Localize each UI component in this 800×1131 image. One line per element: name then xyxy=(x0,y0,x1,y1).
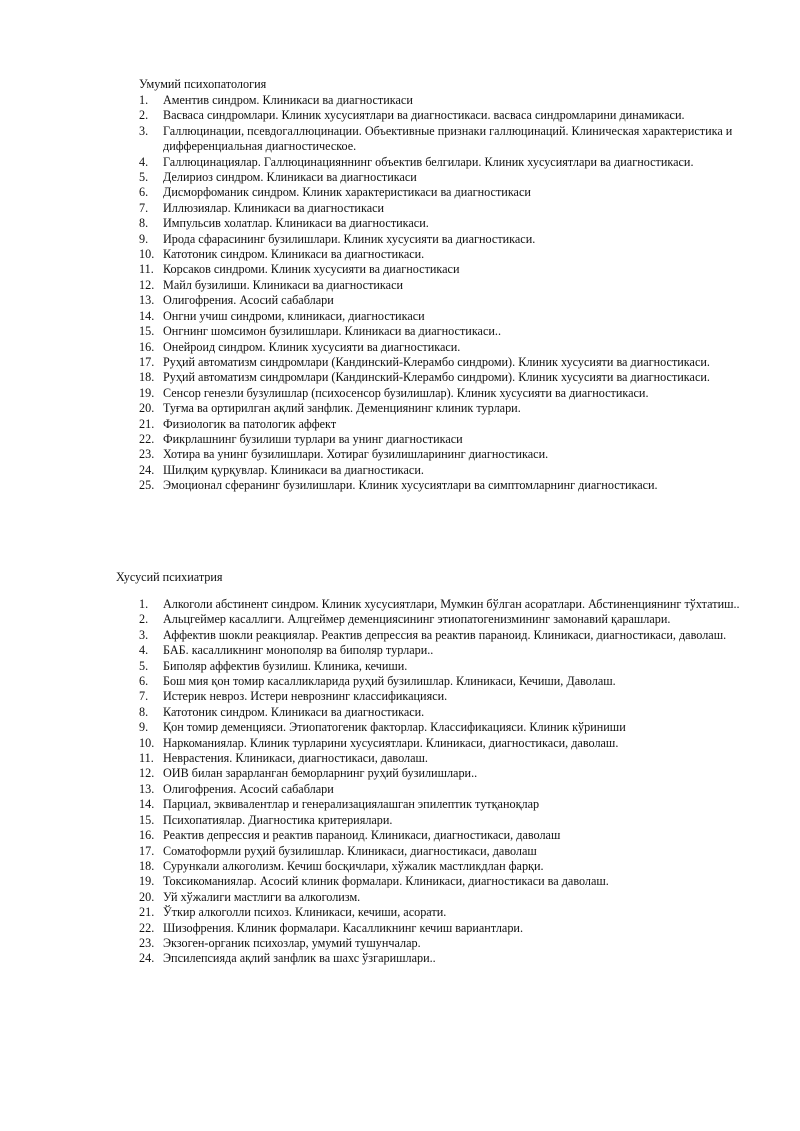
topic-list-general-psychopathology xyxy=(0,93,745,494)
list-item-number: 25. xyxy=(139,478,155,493)
list-item xyxy=(0,216,745,231)
list-item-text: Онгни учиш синдроми, клиникаси, диагностикаси xyxy=(163,308,425,323)
list-item-number: 14. xyxy=(139,797,155,812)
list-item-number: 1. xyxy=(139,597,149,611)
list-item-text: Психопатиялар. Диагностика критериялари. xyxy=(163,812,393,827)
list-item-number: 18. xyxy=(139,370,155,385)
list-item-number: 23. xyxy=(139,935,155,950)
list-item-text: Туғма ва ортирилган ақлий занфлик. Деменциянинг клиник турлари. xyxy=(163,401,521,416)
list-item-text: Онгнинг шомсимон бузилишлари. Клиникаси ва диагностикаси.. xyxy=(163,324,501,339)
list-item-text: Бош мия қон томир касалликларида руҳий бузилишлар. Клиникаси, Кечиши, Даволаш. xyxy=(163,674,616,689)
list-item-number: 19. xyxy=(139,385,155,400)
list-item-number: 18. xyxy=(139,858,155,873)
list-item-number: 3. xyxy=(139,627,149,642)
list-item xyxy=(0,447,745,462)
list-item xyxy=(0,262,745,277)
list-item-number: 10. xyxy=(139,247,155,262)
list-item-number: 6. xyxy=(139,185,149,200)
list-item-text: Уй хўжалиги мастлиги ва алкоголизм. xyxy=(163,889,361,904)
list-item-text: Делириоз синдром. Клиникаси ва диагностикаси xyxy=(163,170,417,185)
list-item-number: 16. xyxy=(139,828,155,843)
list-item xyxy=(0,782,745,797)
list-item-text: Майл бузилиши. Клиникаси ва диагностикаси xyxy=(163,277,404,292)
list-item-number: 17. xyxy=(139,354,155,369)
list-item-text: Неврастения. Клиникаси, диагностикаси, даволаш. xyxy=(163,751,428,766)
list-item-text: Хотира ва унинг бузилишлари. Хотираг бузилишларининг диагностикаси. xyxy=(163,447,549,462)
list-item-text: Катотоник синдром. Клиникаси ва диагностикаси. xyxy=(163,704,425,719)
list-item xyxy=(0,612,745,627)
list-item-text: Импульсив холатлар. Клиникаси ва диагностикаси. xyxy=(163,216,429,231)
list-item xyxy=(0,628,745,643)
list-item xyxy=(0,185,745,200)
list-item-text: Руҳий автоматизм синдромлари (Кандинский-Клерамбо синдроми). Клиник хусусияти ва диагностикаси. xyxy=(163,370,710,385)
list-item-number: 2. xyxy=(139,108,149,123)
list-item-number: 9. xyxy=(139,720,149,735)
list-item-number: 6. xyxy=(139,674,149,689)
list-item-number: 5. xyxy=(139,658,149,673)
list-item-text: Корсаков синдроми. Клиник хусусияти ва диагностикаси xyxy=(163,262,460,277)
list-item xyxy=(0,705,745,720)
list-item xyxy=(0,890,745,905)
list-item-number: 22. xyxy=(139,920,155,935)
list-item-number: 20. xyxy=(139,401,155,416)
list-item xyxy=(0,340,745,355)
list-item-text: Онейроид синдром. Клиник хусусияти ва диагностикаси. xyxy=(163,339,461,354)
list-item xyxy=(0,766,745,781)
list-item-text: Иллюзиялар. Клиникаси ва диагностикаси xyxy=(163,200,385,215)
list-item xyxy=(0,921,745,936)
list-item xyxy=(0,797,745,812)
list-item-text: Қон томир деменцияси. Этиопатогеник факторлар. Классификацияси. Клиник кўриниши xyxy=(163,720,626,735)
list-item xyxy=(0,124,745,155)
list-item-number: 7. xyxy=(139,689,149,704)
list-item xyxy=(0,417,745,432)
list-item xyxy=(0,905,745,920)
list-item-number: 14. xyxy=(139,308,155,323)
list-item-text: Шилқим қурқувлар. Клиникаси ва диагностикаси. xyxy=(163,462,424,477)
list-item-text: Токсикоманиялар. Асосий клиник формалари. Клиникаси, диагностикаси ва даволаш. xyxy=(163,874,609,889)
list-item-text: Дисморфоманик синдром. Клиник характеристикаси ва диагностикаси xyxy=(163,185,531,200)
list-item xyxy=(0,674,745,689)
list-item-text: Биполяр аффектив бузилиш. Клиника, кечиши. xyxy=(163,658,408,673)
list-item-text: Галлюцинации, псевдогаллюцинации. Объективные признаки галлюцинаций. Клиническая характеристика и дифференциальная диагностическое. xyxy=(163,123,733,154)
list-item-number: 7. xyxy=(139,200,149,215)
list-item-text: Шизофрения. Клиник формалари. Касалликнинг кечиш вариантлари. xyxy=(163,920,523,935)
list-item-number: 17. xyxy=(139,843,155,858)
list-item-number: 15. xyxy=(139,324,155,339)
list-item-text: Олигофрения. Асосий сабаблари xyxy=(163,781,334,796)
list-item-text: Эпсилепсияда ақлий занфлик ва шахс ўзгаришлари.. xyxy=(163,951,436,966)
list-item xyxy=(0,93,745,108)
list-item xyxy=(0,201,745,216)
list-item-text: Аментив синдром. Клиникаси ва диагностикаси xyxy=(163,93,413,107)
list-item-number: 20. xyxy=(139,889,155,904)
list-item-number: 5. xyxy=(139,170,149,185)
topic-list-special-psychiatry xyxy=(0,597,745,967)
list-item-number: 13. xyxy=(139,293,155,308)
list-item-number: 8. xyxy=(139,216,149,231)
list-item-text: Парциал, эквивалентлар и генерализациялашган эпилептик тутқаноқлар xyxy=(163,797,540,812)
list-item-text: БАБ. касалликнинг монополяр ва биполяр турлари.. xyxy=(163,643,434,658)
list-item-text: Руҳий автоматизм синдромлари (Кандинский-Клерамбо синдроми). Клиник хусусияти ва диагностикаси. xyxy=(163,354,710,369)
list-item-text: Физиологик ва патологик аффект xyxy=(163,416,337,431)
list-item-number: 12. xyxy=(139,277,155,292)
list-item xyxy=(0,736,745,751)
list-item xyxy=(0,643,745,658)
list-item xyxy=(0,689,745,704)
list-item-number: 15. xyxy=(139,812,155,827)
list-item-number: 24. xyxy=(139,462,155,477)
list-item-text: Эмоционал сферанинг бузилишлари. Клиник хусусиятлари ва симптомларнинг диагностикаси. xyxy=(163,478,658,493)
list-item-number: 23. xyxy=(139,447,155,462)
list-item-text: Галлюцинациялар. Галлюцинацияннинг объектив белгилари. Клиник хусусиятлари ва диагностикаси. xyxy=(163,154,694,169)
list-item xyxy=(0,597,745,612)
list-item xyxy=(0,936,745,951)
list-item-text: Аффектив шокли реакциялар. Реактив депрессия ва реактив параноид. Клиникаси, диагностикаси, даволаш. xyxy=(163,627,727,642)
list-item xyxy=(0,386,745,401)
list-item xyxy=(0,659,745,674)
list-item-number: 3. xyxy=(139,123,149,138)
list-item xyxy=(0,828,745,843)
list-item-text: Экзоген-органик психозлар, умумий тушунчалар. xyxy=(163,935,421,950)
list-item-number: 8. xyxy=(139,704,149,719)
list-item xyxy=(0,370,745,385)
list-item xyxy=(0,247,745,262)
list-item-number: 1. xyxy=(139,93,149,107)
list-item-number: 21. xyxy=(139,905,155,920)
list-item xyxy=(0,324,745,339)
list-item-text: Альцгеймер касаллиги. Алцгеймер деменциясининг этиопатогенизмининг замонавий қарашлари. xyxy=(163,612,671,627)
list-item xyxy=(0,108,745,123)
list-item-number: 4. xyxy=(139,154,149,169)
list-item-text: Алкоголи абстинент синдром. Клиник хусусиятлари, Мумкин бўлган асоратлари. Абстиненциянинг тўхтатиш.. xyxy=(163,597,740,611)
list-item-number: 13. xyxy=(139,781,155,796)
list-item-text: Соматоформли руҳий бузилишлар. Клиникаси, диагностикаси, даволаш xyxy=(163,843,537,858)
list-item-number: 2. xyxy=(139,612,149,627)
list-item-number: 19. xyxy=(139,874,155,889)
list-item xyxy=(0,278,745,293)
list-item-text: ОИВ билан зарарланган беморларнинг руҳий бузилишлари.. xyxy=(163,766,478,781)
list-item-number: 24. xyxy=(139,951,155,966)
list-item-number: 4. xyxy=(139,643,149,658)
list-item xyxy=(0,355,745,370)
list-item-text: Сенсор генезли бузулишлар (психосенсор бузилишлар). Клиник хусусияти ва диагностикаси. xyxy=(163,385,649,400)
list-item xyxy=(0,859,745,874)
list-item xyxy=(0,478,745,493)
list-item xyxy=(0,720,745,735)
list-item xyxy=(0,155,745,170)
list-item-text: Олигофрения. Асосий сабаблари xyxy=(163,293,334,308)
list-item-text: Ирода сфарасининг бузилишлари. Клиник хусусияти ва диагностикаси. xyxy=(163,231,536,246)
list-item-number: 11. xyxy=(139,751,154,766)
list-item xyxy=(0,951,745,966)
list-item-text: Ўткир алкоголли психоз. Клиникаси, кечиши, асорати. xyxy=(163,905,447,920)
list-item-number: 16. xyxy=(139,339,155,354)
list-item-number: 11. xyxy=(139,262,154,277)
list-item xyxy=(0,463,745,478)
list-item xyxy=(0,401,745,416)
section-title-general-psychopathology: Умумий психопатология xyxy=(139,77,267,91)
list-item-text: Васваса синдромлари. Клиник хусусиятлари ва диагностикаси. васваса синдромларини динамикаси. xyxy=(163,108,685,123)
list-item xyxy=(0,293,745,308)
list-item-number: 10. xyxy=(139,735,155,750)
list-item-number: 22. xyxy=(139,431,155,446)
list-item-text: Сурункали алкоголизм. Кечиш босқичлари, хўжалик мастликдлан фарқи. xyxy=(163,858,544,873)
list-item xyxy=(0,170,745,185)
list-item xyxy=(0,751,745,766)
list-item-text: Фикрлашнинг бузилиши турлари ва унинг диагностикаси xyxy=(163,431,463,446)
list-item-number: 9. xyxy=(139,231,149,246)
list-item-number: 12. xyxy=(139,766,155,781)
list-item xyxy=(0,232,745,247)
section-title-special-psychiatry: Хусусий психиатрия xyxy=(116,570,223,584)
list-item xyxy=(0,813,745,828)
list-item-text: Наркоманиялар. Клиник турларини хусусиятлари. Клиникаси, диагностикаси, даволаш. xyxy=(163,735,619,750)
list-item-text: Реактив депрессия и реактив параноид. Клиникаси, диагностикаси, даволаш xyxy=(163,828,561,843)
list-item-number: 21. xyxy=(139,416,155,431)
list-item xyxy=(0,432,745,447)
list-item xyxy=(0,844,745,859)
list-item xyxy=(0,309,745,324)
list-item-text: Катотоник синдром. Клиникаси ва диагностикаси. xyxy=(163,247,425,262)
list-item-text: Истерик невроз. Истери неврознинг классификацияси. xyxy=(163,689,448,704)
list-item xyxy=(0,874,745,889)
